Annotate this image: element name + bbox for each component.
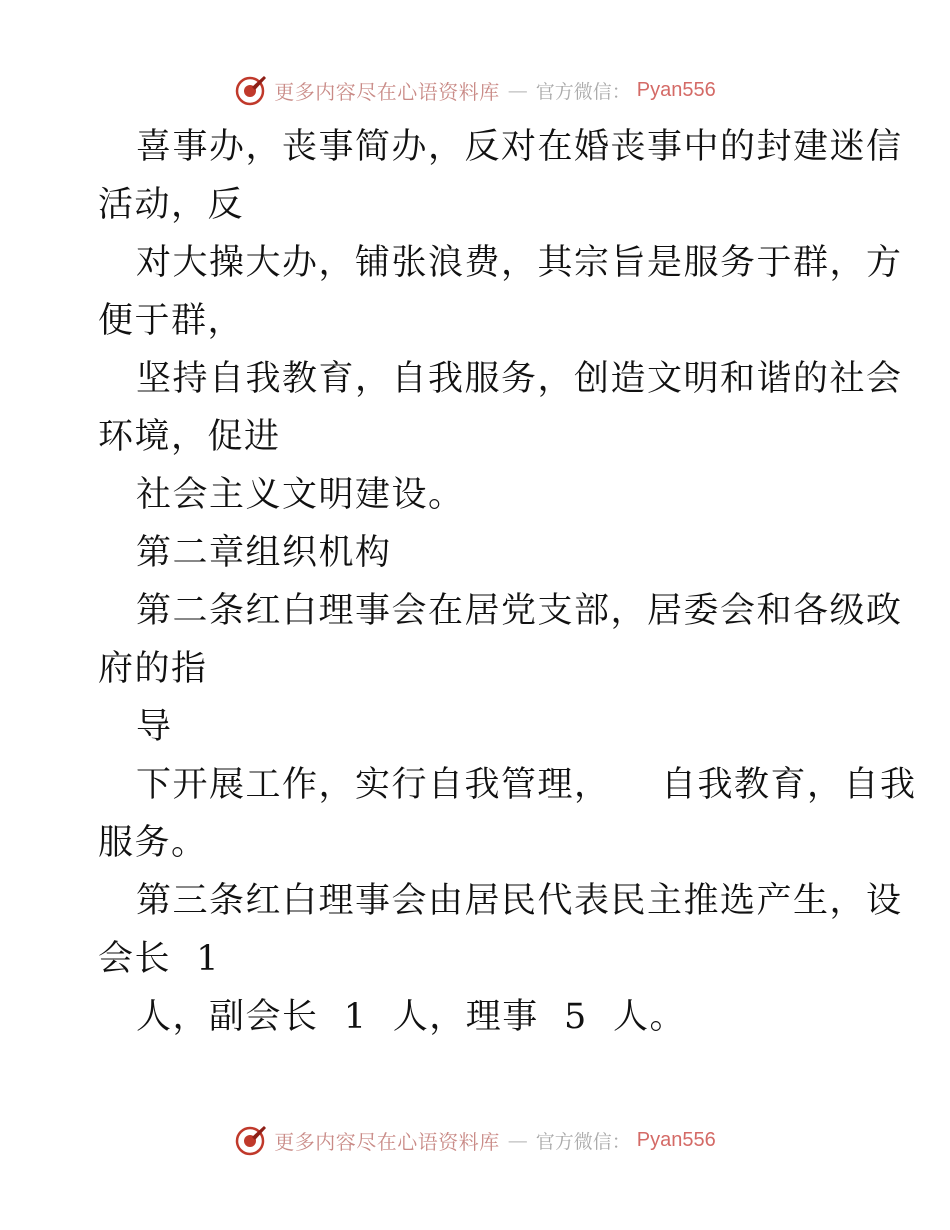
- text-line: 便于群，: [98, 301, 245, 341]
- header-watermark: [0, 70, 950, 110]
- text-line: 社会主义文明建设。: [136, 475, 465, 515]
- watermark-brand-text: 更多内容尽在心语资料库: [274, 79, 500, 104]
- text-line: 第三条红白理事会由居民代表民主推选产生，设: [136, 881, 903, 921]
- text-line: 会长 1: [98, 939, 221, 979]
- text-line: 人，副会长 1 人，理事 5 人。: [136, 997, 687, 1037]
- watermark-contact-id: Pyan556: [636, 1128, 716, 1151]
- text-line: 坚持自我教育，自我服务，创造文明和谐的社会: [136, 359, 903, 399]
- watermark-contact-id: Pyan556: [636, 78, 716, 101]
- text-line: 活动，反: [98, 185, 245, 225]
- watermark-separator: —: [507, 78, 528, 102]
- document-body: [98, 118, 917, 1046]
- text-line: 下开展工作，实行自我管理， 自我教育，自我: [136, 765, 917, 805]
- text-line: 导: [136, 707, 173, 747]
- text-line: 环境，促进: [98, 417, 281, 457]
- watermark-contact-label: 官方微信：: [535, 1130, 631, 1153]
- pen-logo-icon: [234, 73, 268, 107]
- footer-watermark: [0, 1120, 950, 1160]
- text-line: 对大操大办，铺张浪费，其宗旨是服务于群，方: [136, 243, 903, 283]
- text-line: 府的指: [98, 649, 208, 689]
- watermark-contact-label: 官方微信：: [535, 80, 631, 103]
- chapter-heading: 第二章组织机构: [136, 533, 392, 573]
- watermark-brand-text: 更多内容尽在心语资料库: [274, 1129, 500, 1154]
- text-line: 服务。: [98, 823, 208, 863]
- text-line: 喜事办，丧事简办，反对在婚丧事中的封建迷信: [136, 127, 903, 167]
- watermark-separator: —: [507, 1128, 528, 1152]
- text-line: 第二条红白理事会在居党支部，居委会和各级政: [136, 591, 903, 631]
- pen-logo-icon: [234, 1123, 268, 1157]
